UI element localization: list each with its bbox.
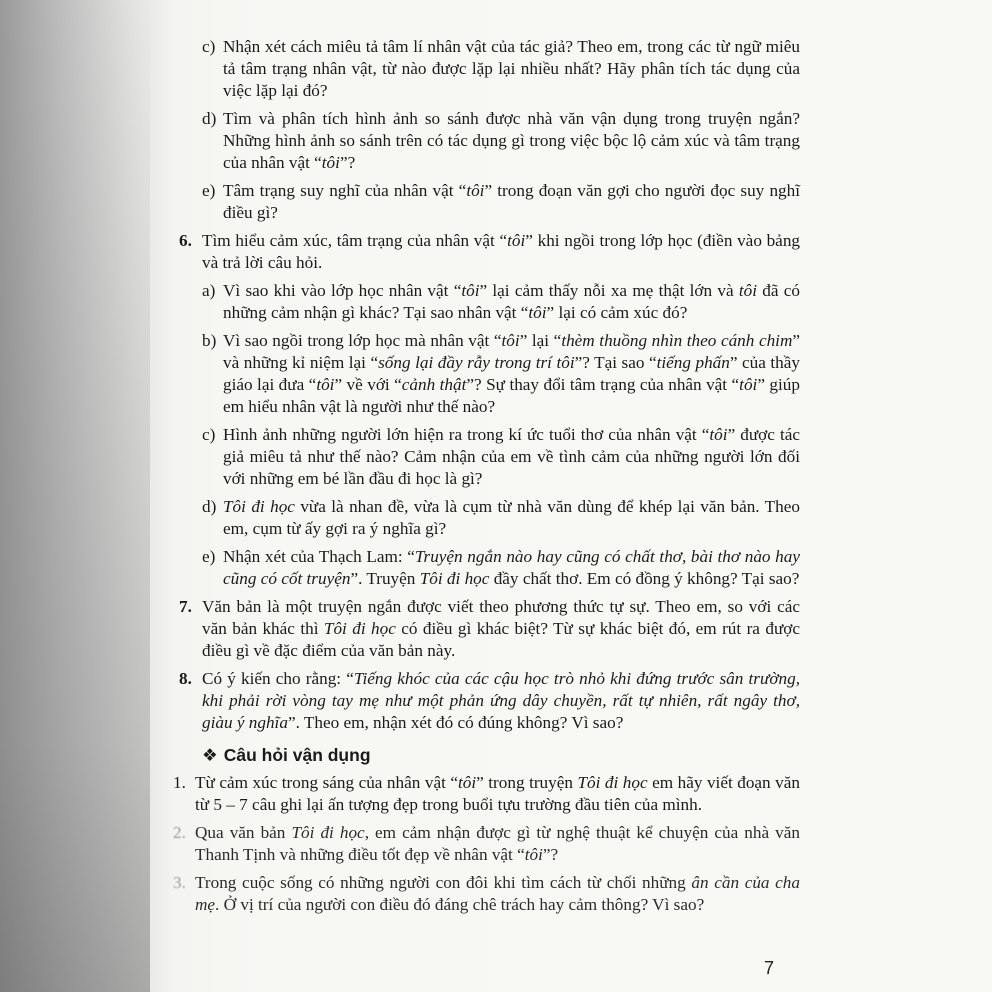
text-run: , em cảm nhận được gì từ nghệ thuật kể chuyện của nhà văn Thanh Tịnh và những điều tốt đẹp về nhân vật “ [195,823,800,864]
application-question-2 [165,822,800,866]
text-run: ” trong đoạn văn gợi cho người đọc suy nghĩ điều gì? [223,181,800,222]
text-run: Tìm và phân tích hình ảnh so sánh được nhà văn vận dụng trong truyện ngắn? Những hình ảnh so sánh trên có tác dụng gì trong việc bộc lộ cảm xúc và tâm trạng của nhân vật “ [223,109,800,172]
text-run: có điều gì khác biệt? Từ sự khác biệt đó, em rút ra được điều gì về đặc điểm của văn bản này. [202,619,800,660]
text-run: . Ở vị trí của người con điều đó đáng chê trách hay cảm thông? Vì sao? [215,895,705,914]
text-run: Văn bản là một truyện ngắn được viết theo phương thức tự sự. Theo em, so với các văn bản khác thì [202,597,800,638]
text-run: ” của thầy giáo lại đưa “ [223,353,801,394]
italic-text: Tôi đi học [223,497,295,516]
item-text [223,331,800,416]
item-label: b) [202,331,217,350]
item-label: c) [202,425,216,444]
item-label: 7. [179,597,192,616]
italic-text: tôi [709,425,728,444]
item-label: 2. [173,823,186,842]
italic-text: Tôi đi học [291,823,365,842]
text-run: ” khi ngồi trong lớp học (điền vào bảng và trả lời câu hỏi. [202,231,801,272]
sub-question-c [165,36,800,102]
italic-text: Tôi đi học [577,773,648,792]
italic-text: tiếng phấn [656,353,730,372]
text-run: Từ cảm xúc trong sáng của nhân vật “ [195,773,458,792]
item-label: d) [202,497,217,516]
item-text [202,597,800,660]
text-run: ” và những kỉ niệm lại “ [223,331,801,372]
item-text [202,231,800,272]
text-run: Hình ảnh những người lớn hiện ra trong kí ức tuổi thơ của nhân vật “ [223,425,710,444]
text-run: Tìm hiểu cảm xúc, tâm trạng của nhân vật “ [202,231,508,250]
item-text [223,181,800,222]
item-label: 8. [179,669,192,688]
item-text [195,873,800,914]
section-heading [165,744,800,766]
sub-question-d [165,108,800,174]
text-run: ”? Sự thay đổi tâm trạng của nhân vật “ [466,375,740,394]
item-label: 6. [179,231,192,250]
text-run: ” giúp em hiểu nhân vật là người như thế nào? [223,375,800,416]
italic-text: sống lại đầy rẫy trong trí tôi [378,353,575,372]
italic-text: Tôi đi học [323,619,396,638]
text-run: ” được tác giả miêu tả như thế nào? Cảm nhận của em về tình cảm của những người lớn đối với những em bé lần đầu đi học là gì? [223,425,800,488]
text-run: Qua văn bản [195,823,292,842]
text-run: ”. Theo em, nhận xét đó có đúng không? Vì sao? [287,713,624,732]
text-run: ”? [339,153,356,172]
text-run: ”? Tại sao “ [574,353,657,372]
italic-text: tôi [501,331,520,350]
text-run: ” lại có cảm xúc đó? [546,303,688,322]
text-run: ” lại “ [519,331,562,350]
text-run: Vì sao khi vào lớp học nhân vật “ [223,281,462,300]
item-label: d) [202,109,217,128]
item-text [223,281,800,322]
sub-question-e [165,546,800,590]
item-label: a) [202,281,216,300]
text-run: ” lại cảm thấy nỗi xa mẹ thật lớn và [479,281,739,300]
italic-text: tôi [524,845,543,864]
italic-text: ân cần của cha mẹ [195,873,800,914]
page-content [165,36,800,922]
text-run: ”? [542,845,559,864]
text-run: Nhận xét của Thạch Lam: “ [223,547,415,566]
text-run: đã có những cảm nhận gì khác? Tại sao nhân vật “ [223,281,800,322]
italic-text: tôi [738,281,757,300]
item-text [223,109,800,172]
italic-text: Truyện ngắn nào hay cũng có chất thơ, bài thơ nào hay cũng có cốt truyện [223,547,800,588]
italic-text: tôi [461,281,480,300]
italic-text: cảnh thật [401,375,467,394]
application-question-1 [165,772,800,816]
diamond-bullet-icon: ❖ [202,745,218,765]
italic-text: thèm thuồng nhìn theo cánh chim [561,331,793,350]
text-run: Có ý kiến cho rằng: “ [202,669,354,688]
item-text [202,669,800,732]
sub-question-e [165,180,800,224]
item-text [195,823,800,864]
sub-question-d [165,496,800,540]
item-label: 1. [173,773,186,792]
question-8 [165,668,800,734]
italic-text: tôi [466,181,485,200]
question-6 [165,230,800,274]
italic-text: tôi [739,375,758,394]
text-run: Trong cuộc sống có những người con đôi khi tìm cách từ chối những [195,873,692,892]
question-7 [165,596,800,662]
item-text [223,497,800,538]
item-label: e) [202,547,216,566]
sub-question-a [165,280,800,324]
item-text [223,547,800,588]
item-label: c) [202,37,216,56]
item-label: 3. [173,873,186,892]
italic-text: tôi [457,773,477,792]
text-run: Vì sao ngồi trong lớp học mà nhân vật “ [223,331,502,350]
text-run: em hãy viết đoạn văn từ 5 – 7 câu ghi lại ấn tượng đẹp trong buổi tựu trường đầu tiên của mình. [195,773,800,814]
italic-text: Tiếng khóc của các cậu học trò nhỏ khi đứng trước sân trường, khi phải rời vòng tay mẹ như một phản ứng dây chuyền, rất tự nhiên, rất ngây thơ, giàu ý nghĩa [202,669,800,732]
page-number: 7 [764,958,775,978]
text-run: ” về với “ [334,375,402,394]
italic-text: tôi [316,375,335,394]
text-run: Tâm trạng suy nghĩ của nhân vật “ [223,181,467,200]
italic-text: tôi [528,303,547,322]
item-label: e) [202,181,216,200]
sub-question-c [165,424,800,490]
application-question-3 [165,872,800,916]
sub-question-b [165,330,800,418]
section-heading-text: Câu hỏi vận dụng [223,745,371,765]
italic-text: tôi [321,153,340,172]
item-text [195,773,800,814]
item-text [223,425,800,488]
text-run: ” trong truyện [476,773,578,792]
italic-text: Tôi đi học [419,569,490,588]
text-run: Nhận xét cách miêu tả tâm lí nhân vật của tác giả? Theo em, trong các từ ngữ miêu tả tâm trạng nhân vật, từ nào được lặp lại nhiều nhất? Hãy phân tích tác dụng của việc lặp lại đó? [223,37,800,100]
item-text [223,37,800,100]
text-run: ”. Truyện [350,569,420,588]
text-run: vừa là nhan đề, vừa là cụm từ nhà văn dùng để khép lại văn bản. Theo em, cụm từ ấy gợi ra ý nghĩa gì? [223,497,800,538]
italic-text: tôi [507,231,526,250]
text-run: đầy chất thơ. Em có đồng ý không? Tại sao? [489,569,800,588]
